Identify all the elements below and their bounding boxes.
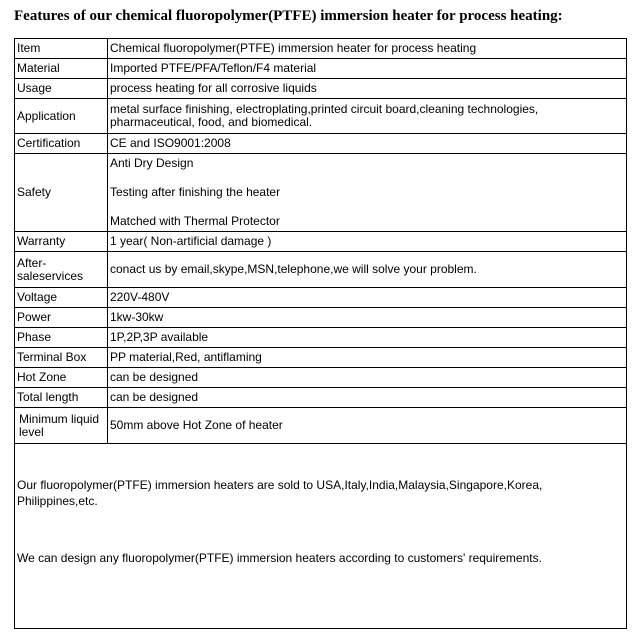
- table-row: [15, 154, 627, 232]
- table-row: [15, 308, 627, 328]
- row-value: 1kw-30kw: [108, 308, 627, 328]
- row-value: Chemical fluoropolymer(PTFE) immersion heater for process heating: [108, 39, 627, 59]
- safety-line: Testing after finishing the heater: [110, 185, 281, 199]
- row-label: Usage: [15, 79, 108, 99]
- row-value: 50mm above Hot Zone of heater: [108, 408, 627, 444]
- table-row: [15, 79, 627, 99]
- page-heading: Features of our chemical fluoropolymer(PTFE) immersion heater for process heating:: [14, 8, 563, 24]
- row-label: Total length: [15, 388, 108, 408]
- table-row: [15, 328, 627, 348]
- row-label: Material: [15, 59, 108, 79]
- row-value: [108, 154, 627, 232]
- row-value: conact us by email,skype,MSN,telephone,we will solve your problem.: [108, 252, 627, 288]
- table-row: [15, 99, 627, 134]
- row-label: Warranty: [15, 232, 108, 252]
- table-row: [15, 348, 627, 368]
- row-value: Imported PTFE/PFA/Teflon/F4 material: [108, 59, 627, 79]
- row-value: PP material,Red, antiflaming: [108, 348, 627, 368]
- row-value: can be designed: [108, 368, 627, 388]
- row-value: process heating for all corrosive liquids: [108, 79, 627, 99]
- design-note: We can design any fluoropolymer(PTFE) immersion heaters according to customers' requirements.: [17, 551, 542, 565]
- notes-box: [14, 444, 627, 629]
- row-label: Safety: [15, 154, 108, 232]
- safety-line: Anti Dry Design: [110, 156, 194, 170]
- table-row: [15, 288, 627, 308]
- row-label: Voltage: [15, 288, 108, 308]
- table-row: [15, 134, 627, 154]
- row-value: 1P,2P,3P available: [108, 328, 627, 348]
- row-label: Application: [15, 99, 108, 134]
- row-label: Certification: [15, 134, 108, 154]
- row-value: 1 year( Non-artificial damage ): [108, 232, 627, 252]
- table-row: [15, 39, 627, 59]
- safety-line: Matched with Thermal Protector: [110, 214, 280, 228]
- table-row: [15, 252, 627, 288]
- row-label: Phase: [15, 328, 108, 348]
- row-value: 220V-480V: [108, 288, 627, 308]
- table-row: [15, 368, 627, 388]
- row-value: can be designed: [108, 388, 627, 408]
- row-label: Item: [15, 39, 108, 59]
- table-row: [15, 388, 627, 408]
- row-label: Power: [15, 308, 108, 328]
- row-label: Hot Zone: [15, 368, 108, 388]
- row-label: After-saleservices: [15, 252, 108, 288]
- row-value: metal surface finishing, electroplating,printed circuit board,cleaning technologies, pharmaceutical, food, and biomedical.: [108, 99, 627, 134]
- table-row: [15, 408, 627, 444]
- sales-note: Our fluoropolymer(PTFE) immersion heaters are sold to USA,Italy,India,Malaysia,Singapore,Korea, Philippines,etc.: [17, 478, 543, 508]
- table-row: [15, 232, 627, 252]
- row-label: Terminal Box: [15, 348, 108, 368]
- features-table: [14, 38, 627, 444]
- table-row: [15, 59, 627, 79]
- row-label: Minimum liquid level: [15, 408, 108, 444]
- row-value: CE and ISO9001:2008: [108, 134, 627, 154]
